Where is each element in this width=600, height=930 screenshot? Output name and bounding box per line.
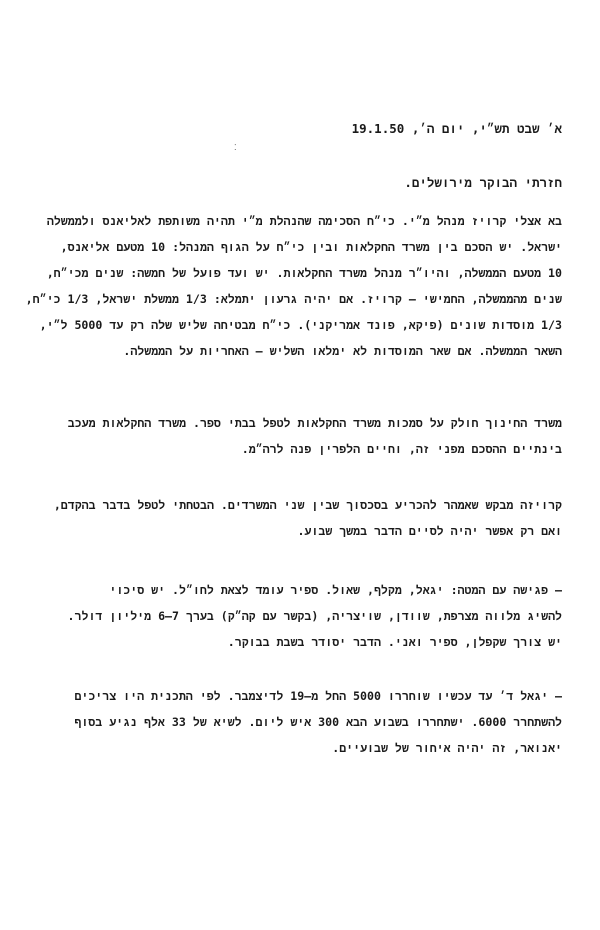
page-speck: ⁚ xyxy=(234,143,237,152)
paragraph-line: יאנואר, זה יהיה איחור של שבועיים. xyxy=(332,741,562,755)
paragraph-2 xyxy=(40,413,562,465)
paragraph-3 xyxy=(40,495,562,547)
paragraph-line: – יגאל ד׳ עד עכשיו שוחררו 5000 החל מ–19 לדיצמבר. לפי התכנית היו צריכים xyxy=(74,689,562,703)
heading: חזרתי הבוקר מירושלים. xyxy=(404,175,562,190)
paragraph-line: יש צורך שקפלן, ספיר ואני. הדבר יסודר בשבת בבוקר. xyxy=(227,635,562,649)
paragraph-4 xyxy=(40,580,562,658)
paragraph-line: בינתיים ההסכם מפני זה, וחיים הלפרין פנה לרה״מ. xyxy=(241,442,562,456)
paragraph-5 xyxy=(40,686,562,764)
paragraph-line: שנים מהממשלה, החמישי – קרויז. אם יהיה גרעון יתמלא: 1/3 ממשלת ישראל, 1/3 כי״ח, xyxy=(25,292,562,306)
paragraph-line: קרויזה מבקש שאמהר להכריע בסכסוך שבין שני המשרדים. הבטחתי לטפל בדבר בהקדם, xyxy=(53,498,562,512)
paragraph-1 xyxy=(25,211,562,367)
paragraph-line: – פגישה עם המטה: יגאל, מקלף, שאול. ספיר עומד לצאת לחו״ל. יש סיכוי xyxy=(109,583,562,597)
paragraph-line: 1/3 מוסדות שונים (פיקא, פונד אמריקני). כי״ח מבטיחה שליש שלה רק עד 5000 ל״י, xyxy=(39,318,562,332)
paragraph-line: להשיג מלווה מצרפת, שוודן, שויצריה, (בקשר עם קה״ק) בערך 7–6 מיליון דולר. xyxy=(67,609,562,623)
paragraph-line: להשתחרר 6000. ישתחררו בשבוע הבא 300 איש ליום. לשיא של 33 אלף נגיע בסוף xyxy=(74,715,562,729)
paragraph-line: ישראל. יש הסכם בין משרד החקלאות ובין כי״ח על הגוף המנהל: 10 מטעם אליאנס, xyxy=(60,240,562,254)
paragraph-line: משרד החינוך חולק על סמכות משרד החקלאות לטפל בבתי ספר. משרד החקלאות מעכב xyxy=(67,416,562,430)
paragraph-line: 10 מטעם הממשלה, והיו״ר מנהל משרד החקלאות. יש ועד פועל של חמשה: שנים מכי״ח, xyxy=(46,266,562,280)
date-line: א׳ שבט תש״י, יום ה׳, 19.1.50 xyxy=(351,121,562,136)
paragraph-line: בא אצלי קרויז מנהל מ״י. כי״ח הסכימה שהנהלת מ״י תהיה משותפת לאליאנס ולממשלה xyxy=(46,214,562,228)
paragraph-line: ואם רק אפשר יהיה לסיים הדבר במשך שבוע. xyxy=(297,524,562,538)
paragraph-line: השאר הממשלה. אם שאר המוסדות לא ימלאו השליש – האחריות על הממשלה. xyxy=(123,344,562,358)
